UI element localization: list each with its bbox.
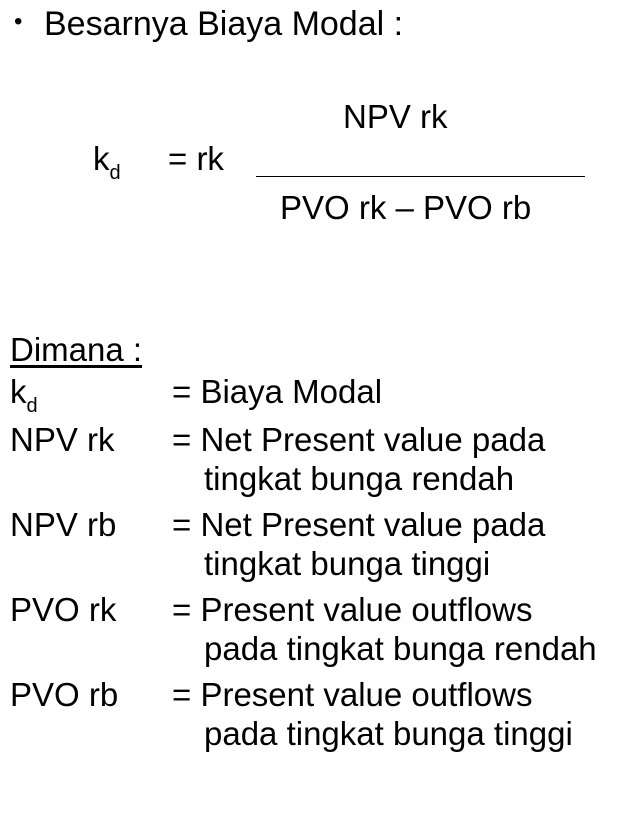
definition-text: = Biaya Modal [172, 373, 383, 410]
definition-term-main: k [10, 373, 27, 410]
title-text: Besarnya Biaya Modal : [44, 5, 404, 43]
where-label: Dimana : [10, 331, 143, 368]
definition-text: = Net Present value pada [172, 506, 546, 543]
definition-term [10, 372, 38, 417]
definition-text-cont: pada tingkat bunga rendah [204, 630, 597, 667]
definition-text-cont: tingkat bunga rendah [204, 460, 515, 497]
formula-lhs [93, 139, 121, 184]
definition-text-cont: tingkat bunga tinggi [204, 545, 491, 582]
definition-term: NPV rk [10, 421, 115, 458]
definition-text: = Present value outflows [172, 676, 533, 713]
formula-lhs-main: k [93, 140, 110, 177]
formula-equals-rk: = rk [168, 140, 224, 177]
definition-text-cont: pada tingkat bunga tinggi [204, 715, 573, 752]
definition-text: = Present value outflows [172, 591, 533, 628]
formula-denominator: PVO rk – PVO rb [280, 189, 532, 226]
definition-term-sub: d [26, 395, 38, 417]
definition-term: NPV rb [10, 506, 117, 543]
formula-lhs-sub: d [109, 162, 121, 184]
formula-numerator: NPV rk [343, 98, 448, 135]
bullet-icon: • [14, 8, 23, 36]
definition-term: PVO rk [10, 591, 117, 628]
fraction-bar [256, 176, 585, 177]
definition-text: = Net Present value pada [172, 421, 546, 458]
slide-title [14, 3, 403, 47]
definition-term: PVO rb [10, 676, 119, 713]
